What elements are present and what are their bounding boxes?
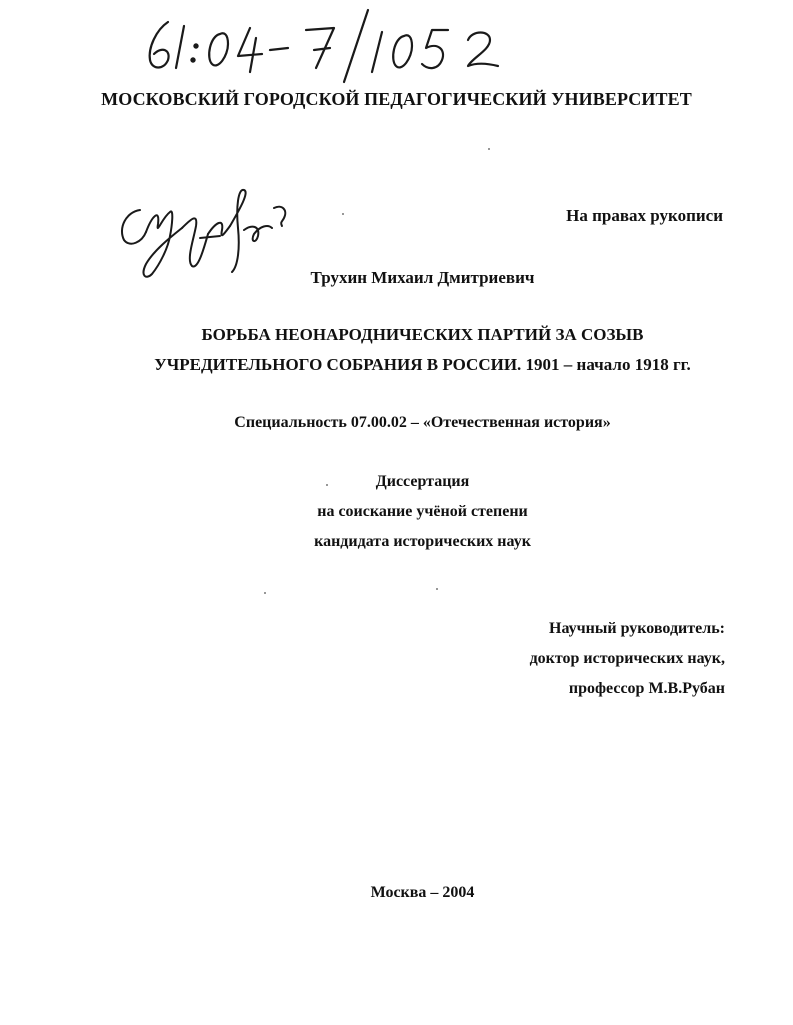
digit-0 [209,33,228,65]
digit-2 [468,33,498,67]
digit-7 [306,28,334,68]
digit-4 [238,28,262,72]
degree-name: кандидата исторических наук [314,533,531,550]
speciality: Специальность 07.00.02 – «Отечественная история» [234,414,611,431]
rights-notice: На правах рукописи [566,206,723,225]
dissertation-label: Диссертация [375,473,470,490]
digit-1b [372,32,382,72]
scan-speck [264,592,266,594]
dissertation-title-line-2: УЧРЕДИТЕЛЬНОГО СОБРАНИЯ В РОССИИ. 1901 – начало 1918 гг. [154,355,691,374]
digit-0b [393,35,412,67]
scan-speck [488,148,490,150]
author-name: Трухин Михаил Дмитриевич [310,268,535,287]
scan-speck [436,588,438,590]
handwritten-archive-number [138,8,558,88]
university-name: МОСКОВСКИЙ ГОРОДСКОЙ ПЕДАГОГИЧЕСКИЙ УНИВЕРСИТЕТ [101,89,692,109]
scan-speck [326,484,328,486]
digit-6 [150,22,169,68]
supervisor-degree: доктор исторических наук, [529,650,725,667]
digit-5 [422,30,448,68]
supervisor-label: Научный руководитель: [549,620,725,637]
scan-speck [342,213,344,215]
supervisor-name: профессор М.В.Рубан [568,680,725,697]
degree-purpose: на соискание учёной степени [317,503,528,520]
city-year: Москва – 2004 [370,884,475,901]
dissertation-title-line-1: БОРЬБА НЕОНАРОДНИЧЕСКИХ ПАРТИЙ ЗА СОЗЫВ [201,325,644,344]
digit-1 [176,26,184,68]
